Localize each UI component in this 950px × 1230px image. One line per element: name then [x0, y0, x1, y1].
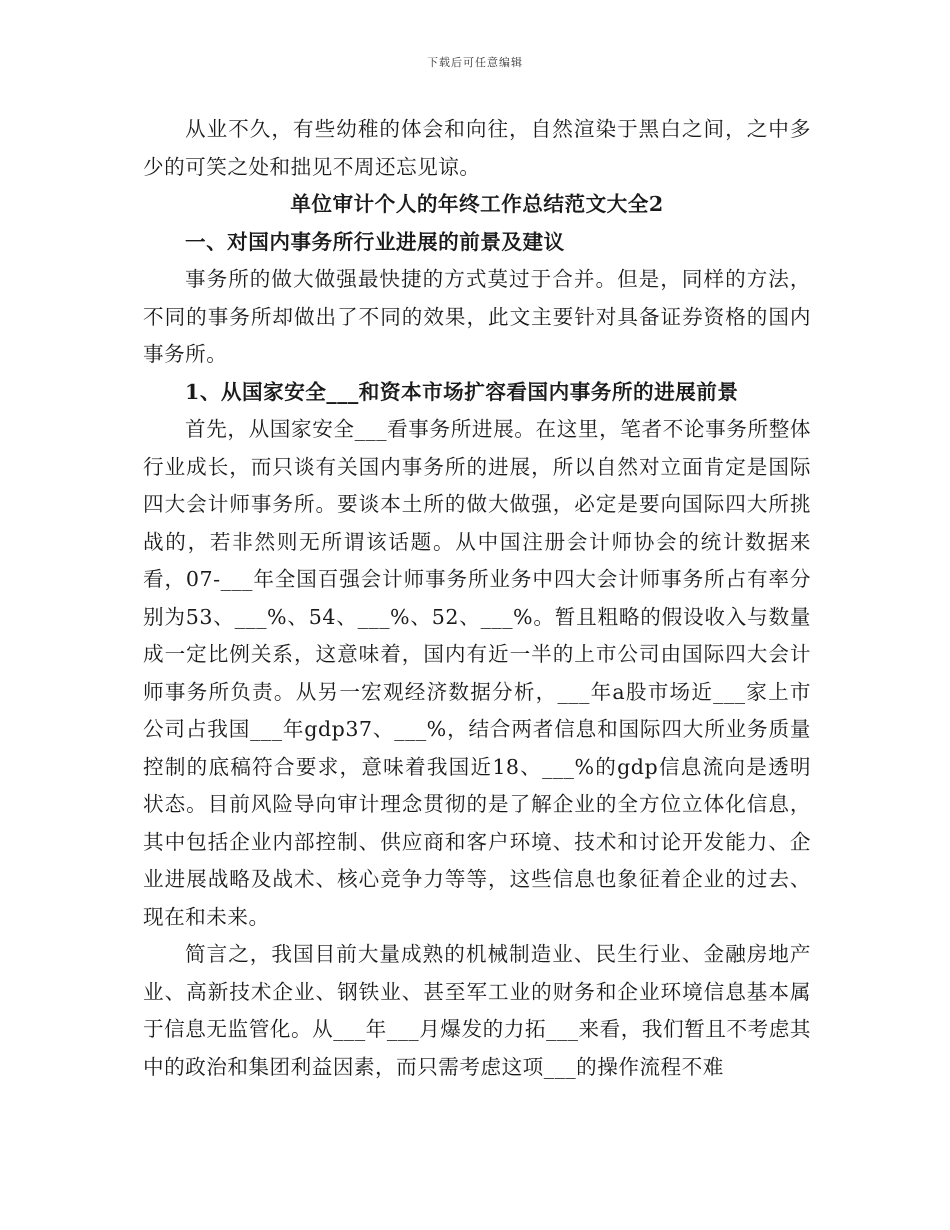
paragraph-1: 事务所的做大做强最快捷的方式莫过于合并。但是，同样的方法，不同的事务所却做出了不同的效果，此文主要针对具备证券资格的国内事务所。: [143, 267, 811, 366]
document-body: [143, 111, 811, 1086]
document-title: 单位审计个人的年终工作总结范文大全2: [290, 192, 664, 216]
subsection-heading-1: 1、从国家安全___和资本市场扩容看国内事务所的进展前景: [185, 379, 739, 404]
page-header: 下载后可任意编辑: [427, 56, 523, 69]
section-heading-1: 一、对国内事务所行业进展的前景及建议: [185, 229, 565, 254]
intro-paragraph: 从业不久，有些幼稚的体会和向往，自然渲染于黑白之间，之中多少的可笑之处和拙见不周还忘见谅。: [143, 117, 811, 179]
paragraph-3: 简言之，我国目前大量成熟的机械制造业、民生行业、金融房地产业、高新技术企业、钢铁业、甚至军工业的财务和企业环境信息基本属于信息无监管化。从___年___月爆发的力拓___来看，我们暂且不考虑其中的政治和集团利益因素，而只需考虑这项___的操作流程不难: [143, 942, 811, 1079]
paragraph-2: 首先，从国家安全___看事务所进展。在这里，笔者不论事务所整体行业成长，而只谈有关国内事务所的进展，所以自然对立面肯定是国际四大会计师事务所。要谈本土所的做大做强，必定是要向国际四大所挑战的，若非然则无所谓该话题。从中国注册会计师协会的统计数据来看，07-___年全国百强会计师事务所业务中四大会计师事务所占有率分别为53、___%、54、___%、52、___%。暂且粗略的假设收入与数量成一定比例关系，这意味着，国内有近一半的上市公司由国际四大会计师事务所负责。从另一宏观经济数据分析，___年a股市场近___家上市公司占我国___年gdp37、___%，结合两者信息和国际四大所业务质量控制的底稿符合要求，意味着我国近18、___%的gdp信息流向是透明状态。目前风险导向审计理念贯彻的是了解企业的全方位立体化信息，其中包括企业内部控制、供应商和客户环境、技术和讨论开发能力、企业进展战略及战术、核心竞争力等等，这些信息也象征着企业的过去、现在和未来。: [143, 417, 811, 929]
